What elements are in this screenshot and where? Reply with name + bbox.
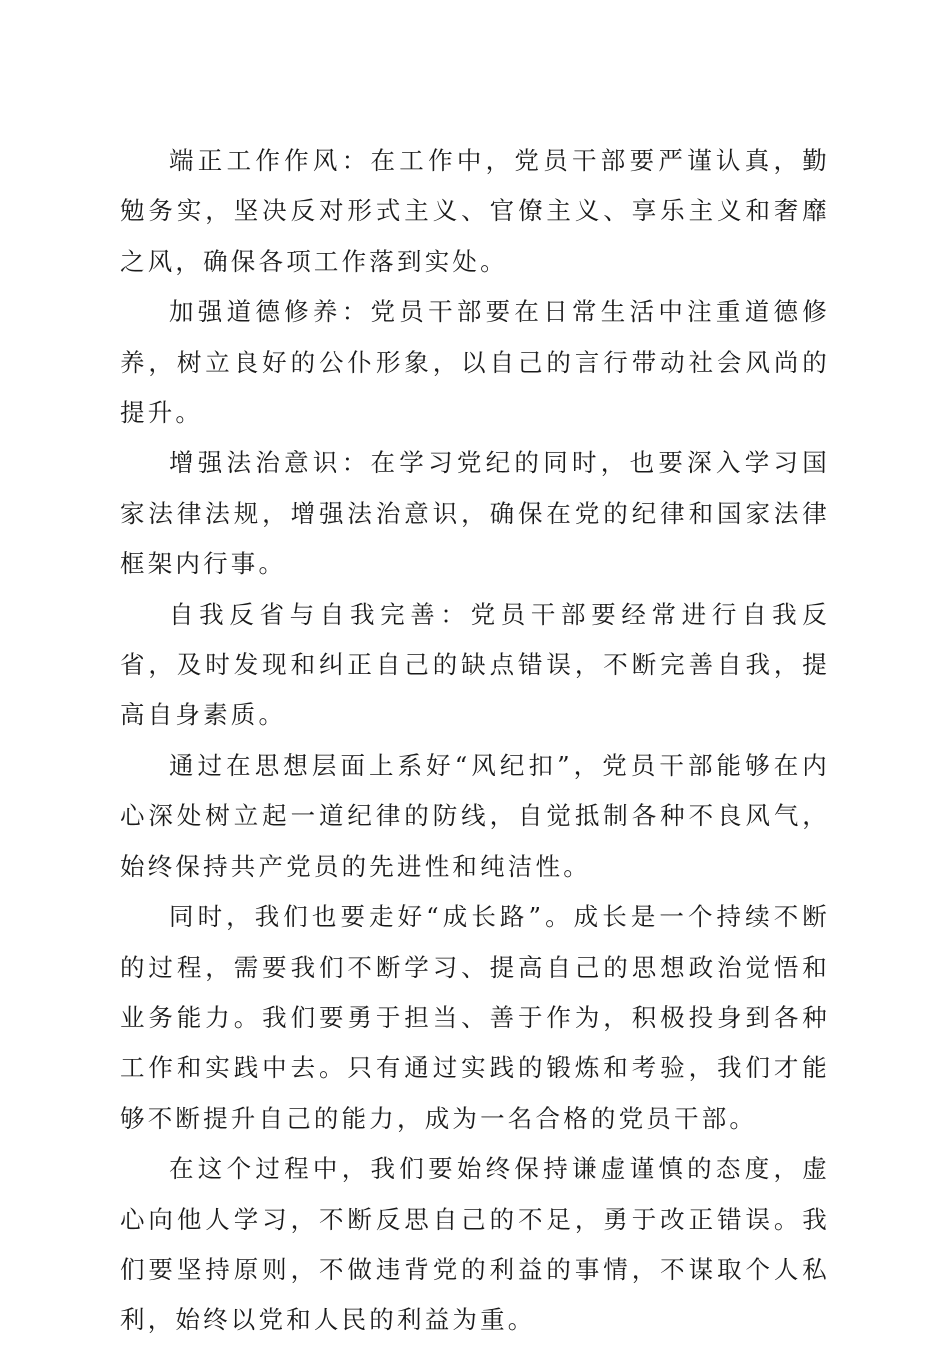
paragraph-modesty: 在这个过程中，我们要始终保持谦虚谨慎的态度，虚心向他人学习，不断反思自己的不足，勇于改正错误。我们要坚持原则，不做违背党的利益的事情，不谋取个人私利，始终以党和人民的利益为重。 [120, 1154, 830, 1335]
document-body [120, 136, 830, 1346]
paragraph-discipline-button: 通过在思想层面上系好“风纪扣”，党员干部能够在内心深处树立起一道纪律的防线，自觉抵制各种不良风气，始终保持共产党员的先进性和纯洁性。 [120, 750, 830, 881]
paragraph-growth-path: 同时，我们也要走好“成长路”。成长是一个持续不断的过程，需要我们不断学习、提高自己的思想政治觉悟和业务能力。我们要勇于担当、善于作为，积极投身到各种工作和实践中去。只有通过实践的锻炼和考验，我们才能够不断提升自己的能力，成为一名合格的党员干部。 [120, 902, 830, 1133]
paragraph-self-reflection: 自我反省与自我完善：党员干部要经常进行自我反省，及时发现和纠正自己的缺点错误，不断完善自我，提高自身素质。 [120, 599, 830, 730]
paragraph-rule-of-law: 增强法治意识：在学习党纪的同时，也要深入学习国家法律法规，增强法治意识，确保在党的纪律和国家法律框架内行事。 [120, 448, 830, 579]
paragraph-work-style: 端正工作作风：在工作中，党员干部要严谨认真，勤勉务实，坚决反对形式主义、官僚主义、享乐主义和奢靡之风，确保各项工作落到实处。 [120, 146, 830, 276]
paragraph-moral-cultivation: 加强道德修养：党员干部要在日常生活中注重道德修养，树立良好的公仆形象，以自己的言行带动社会风尚的提升。 [120, 297, 830, 428]
